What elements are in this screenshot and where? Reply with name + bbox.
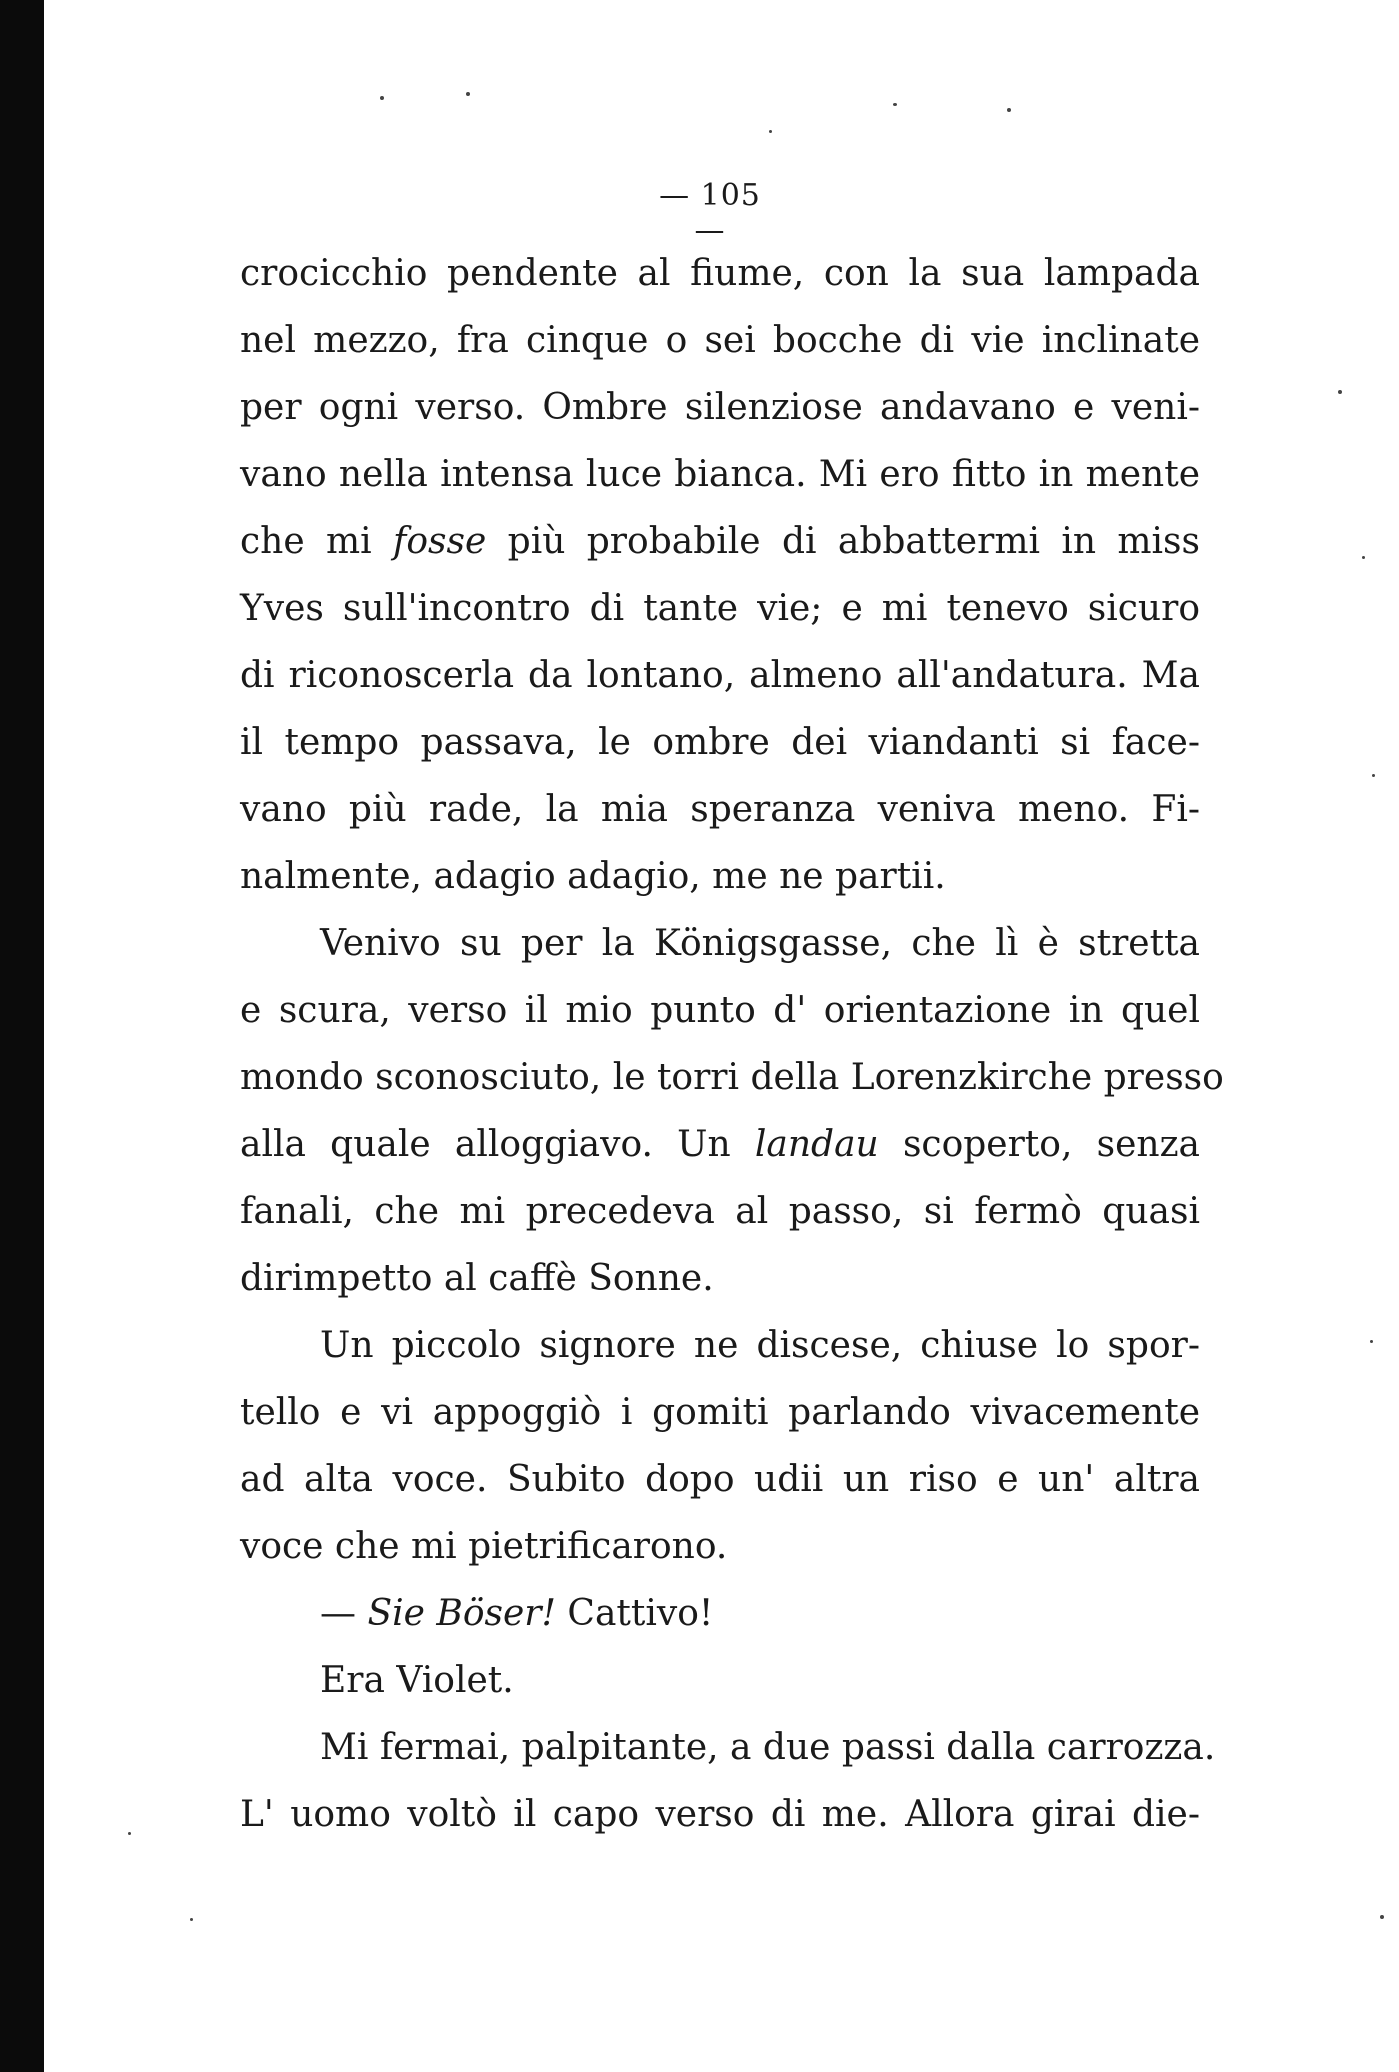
scan-speck [893, 103, 897, 106]
text-line: Yves sull'incontro di tante vie; e mi tenevo sicuro [240, 588, 1200, 629]
scan-speck [1372, 774, 1375, 777]
text-line: alla quale alloggiavo. Un landau scoperto, senza [240, 1124, 1200, 1165]
text-line: Mi fermai, palpitante, a due passi dalla carrozza. [320, 1727, 1216, 1768]
scan-speck [466, 92, 470, 96]
text-line: mondo sconosciuto, le torri della Lorenzkirche presso [240, 1057, 1224, 1098]
text-line: Venivo su per la Königsgasse, che lì è stretta [320, 923, 1200, 964]
page-binding-edge [0, 0, 44, 2072]
scan-speck [190, 1918, 193, 1921]
text-line: per ogni verso. Ombre silenziose andavano e veni- [240, 387, 1200, 428]
text-line: ad alta voce. Subito dopo udii un riso e un' altra [240, 1459, 1200, 1500]
text-line: di riconoscerla da lontano, almeno all'andatura. Ma [240, 655, 1200, 696]
text-line: crocicchio pendente al fiume, con la sua lampada [240, 253, 1200, 294]
text-line: tello e vi appoggiò i gomiti parlando vivacemente [240, 1392, 1200, 1433]
scan-speck [1007, 108, 1011, 112]
text-line: L' uomo voltò il capo verso di me. Allora girai die- [240, 1794, 1200, 1835]
scan-speck [1338, 390, 1342, 394]
text-line: vano più rade, la mia speranza veniva meno. Fi- [240, 789, 1200, 830]
scan-speck [1362, 556, 1365, 559]
text-line: Era Violet. [320, 1660, 514, 1701]
text-line: voce che mi pietrificarono. [240, 1526, 728, 1567]
text-line: dirimpetto al caffè Sonne. [240, 1258, 714, 1299]
text-line: nalmente, adagio adagio, me ne partii. [240, 856, 946, 897]
scan-speck [769, 130, 772, 133]
scan-speck [1380, 1915, 1384, 1919]
scan-speck [380, 96, 384, 100]
text-line: — Sie Böser! Cattivo! [320, 1593, 714, 1634]
text-line: nel mezzo, fra cinque o sei bocche di vie inclinate [240, 320, 1200, 361]
page-number: — 105 — [659, 178, 761, 248]
text-line: il tempo passava, le ombre dei viandanti si face- [240, 722, 1200, 763]
text-line: fanali, che mi precedeva al passo, si fermò quasi [240, 1191, 1200, 1232]
text-line: Un piccolo signore ne discese, chiuse lo spor- [320, 1325, 1200, 1366]
scan-speck [1370, 1340, 1373, 1343]
scan-speck [128, 1832, 131, 1835]
text-line: vano nella intensa luce bianca. Mi ero fitto in mente [240, 454, 1200, 495]
text-line: e scura, verso il mio punto d' orientazione in quel [240, 990, 1200, 1031]
text-line: che mi fosse più probabile di abbattermi in miss [240, 521, 1200, 562]
